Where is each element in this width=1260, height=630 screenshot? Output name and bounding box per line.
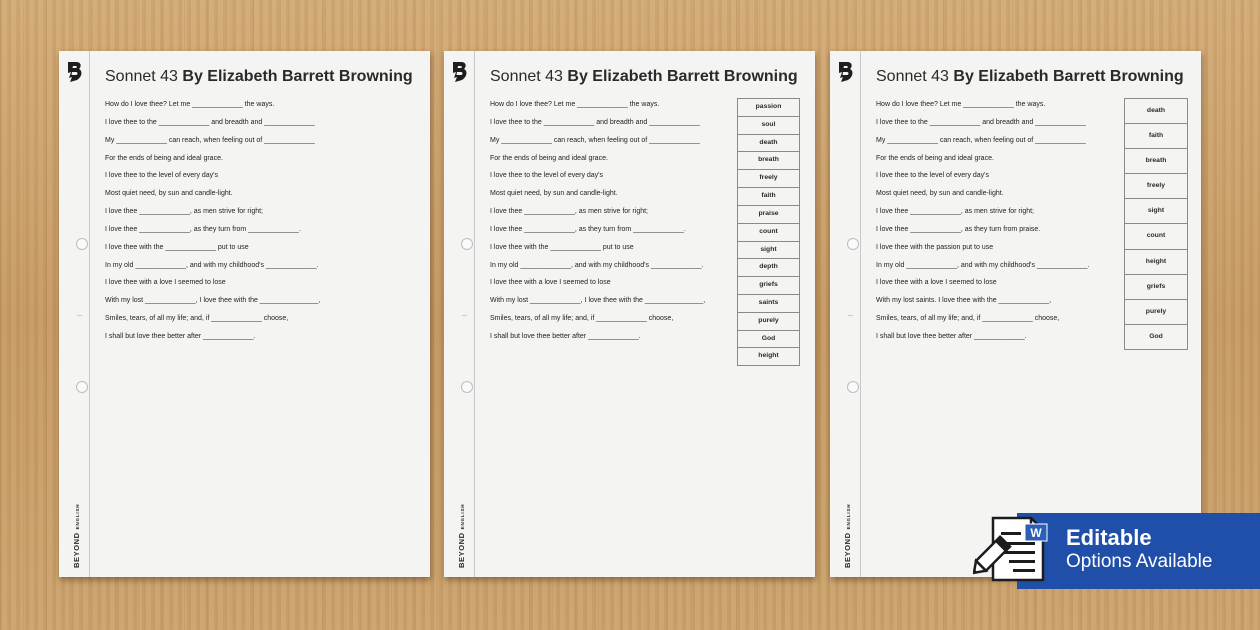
poem-line: I love thee to the _____________ and breadth and _____________: [490, 118, 700, 126]
badge-title: Editable: [1066, 525, 1152, 550]
fold-mark: [462, 315, 467, 316]
word-document-edit-icon: [973, 514, 1051, 588]
title-author: By Elizabeth Barrett Browning: [567, 68, 798, 85]
beyond-b-logo-icon: [66, 61, 84, 83]
word-bank-item: griefs: [1125, 275, 1187, 300]
title-prefix: Sonnet 43: [876, 68, 949, 85]
poem-line: My _____________ can reach, when feeling out of _____________: [876, 136, 1086, 144]
poem-line: I love thee to the level of every day's: [876, 172, 990, 180]
title-prefix: Sonnet 43: [490, 68, 563, 85]
word-bank-item: death: [738, 135, 799, 153]
title-author: By Elizabeth Barrett Browning: [182, 68, 413, 85]
punch-hole: [847, 381, 859, 393]
poem-line: With my lost _____________, I love thee with the _______________,: [105, 297, 321, 305]
beyond-b-logo-icon: [451, 61, 469, 83]
poem-line: Smiles, tears, of all my life; and, if _____________ choose,: [490, 315, 674, 323]
poem-line: For the ends of being and ideal grace.: [490, 154, 608, 162]
poem-line: For the ends of being and ideal grace.: [876, 154, 994, 162]
word-bank-item: soul: [738, 117, 799, 135]
poem-line: How do I love thee? Let me _____________ the ways.: [490, 101, 660, 108]
beyond-b-logo-icon: [837, 61, 855, 83]
margin-line: [89, 51, 90, 577]
word-bank-item: God: [1125, 325, 1187, 350]
word-bank-item: sight: [738, 242, 799, 260]
worksheet-full-word-bank: [444, 51, 815, 577]
poem-line: How do I love thee? Let me _____________ the ways.: [105, 101, 275, 108]
poem-line: I shall but love thee better after _____________.: [876, 332, 1027, 340]
punch-hole: [461, 381, 473, 393]
brand-main-text: BEYOND: [72, 532, 81, 568]
brand-main-text: BEYOND: [843, 532, 852, 568]
margin-line: [474, 51, 475, 577]
word-bank-item: count: [1125, 224, 1187, 249]
word-bank-item: sight: [1125, 199, 1187, 224]
word-bank-item: saints: [738, 295, 799, 313]
poem-lines: [105, 99, 320, 349]
word-bank: [737, 98, 800, 366]
title-prefix: Sonnet 43: [105, 68, 178, 85]
word-bank-item: faith: [1125, 124, 1187, 149]
brand-label: [454, 468, 468, 568]
poem-line: I love thee with a love I seemed to lose: [490, 279, 611, 287]
punch-hole: [847, 238, 859, 250]
poem-line: I love thee _____________, as they turn from _____________.: [105, 225, 301, 233]
word-bank-item: freely: [1125, 174, 1187, 199]
word-bank-item: height: [1125, 250, 1187, 275]
word-bank-item: breath: [738, 152, 799, 170]
poem-line: My _____________ can reach, when feeling out of _____________: [490, 136, 700, 144]
worksheet-blank: [59, 51, 430, 577]
title-author: By Elizabeth Barrett Browning: [953, 68, 1184, 85]
brand-label: [840, 468, 854, 568]
poem-line: I love thee _____________, as men strive for right;: [490, 208, 648, 216]
brand-label: [69, 468, 83, 568]
word-bank-item: count: [738, 224, 799, 242]
poem-line: I love thee with the _____________ put to use: [105, 243, 249, 251]
worksheet-title: [105, 68, 413, 86]
poem-line: I love thee with a love I seemed to lose: [876, 279, 997, 287]
word-bank-item: God: [738, 331, 799, 349]
poem-line: I love thee _____________, as they turn from praise.: [876, 225, 1041, 233]
poem-line: I love thee with the passion put to use: [876, 243, 994, 251]
poem-line: Smiles, tears, of all my life; and, if _____________ choose,: [105, 315, 289, 323]
punch-hole: [461, 238, 473, 250]
brand-main-text: BEYOND: [457, 532, 466, 568]
poem-line: In my old _____________, and with my childhood's _____________.: [490, 261, 704, 269]
word-bank-item: death: [1125, 99, 1187, 124]
fold-mark: [77, 315, 82, 316]
word-bank-item: passion: [738, 99, 799, 117]
poem-line: I love thee to the _____________ and breadth and _____________: [876, 118, 1086, 126]
word-bank-item: faith: [738, 188, 799, 206]
word-bank-item: breath: [1125, 149, 1187, 174]
poem-line: With my lost _____________, I love thee with the _______________,: [490, 297, 706, 305]
poem-line: How do I love thee? Let me _____________ the ways.: [876, 101, 1046, 108]
fold-mark: [848, 315, 853, 316]
word-bank-item: height: [738, 348, 799, 366]
word-bank-item: depth: [738, 259, 799, 277]
poem-line: I love thee with the _____________ put to use: [490, 243, 634, 251]
poem-line: For the ends of being and ideal grace.: [105, 154, 223, 162]
poem-line: With my lost saints. I love thee with the _____________,: [876, 297, 1052, 305]
poem-lines: [490, 99, 705, 349]
poem-line: I love thee with a love I seemed to lose: [105, 279, 226, 287]
worksheet-title: [876, 68, 1184, 86]
poem-line: I love thee _____________, as men strive for right;: [876, 208, 1034, 216]
word-bank-item: praise: [738, 206, 799, 224]
poem-line: Most quiet need, by sun and candle-light.: [105, 190, 233, 198]
word-bank: [1124, 98, 1188, 350]
poem-line: Most quiet need, by sun and candle-light.: [876, 190, 1004, 198]
poem-line: I shall but love thee better after _____________.: [490, 332, 641, 340]
poem-line: My _____________ can reach, when feeling out of _____________: [105, 136, 315, 144]
badge-subtitle: Options Available: [1066, 551, 1213, 572]
poem-line: Smiles, tears, of all my life; and, if _____________ choose,: [876, 315, 1060, 323]
word-bank-item: griefs: [738, 277, 799, 295]
word-bank-item: freely: [738, 170, 799, 188]
poem-line: I love thee to the level of every day's: [105, 172, 219, 180]
poem-line: I love thee _____________, as they turn from _____________.: [490, 225, 686, 233]
brand-sub-text: ENGLISH: [846, 503, 851, 530]
poem-line: I love thee to the _____________ and breadth and _____________: [105, 118, 315, 126]
brand-sub-text: ENGLISH: [460, 503, 465, 530]
poem-line: I love thee to the level of every day's: [490, 172, 604, 180]
word-bank-item: purely: [738, 313, 799, 331]
worksheet-title: [490, 68, 798, 86]
poem-line: In my old _____________, and with my childhood's _____________.: [105, 261, 319, 269]
poem-line: Most quiet need, by sun and candle-light.: [490, 190, 618, 198]
margin-line: [860, 51, 861, 577]
word-bank-item: purely: [1125, 300, 1187, 325]
punch-hole: [76, 238, 88, 250]
poem-line: I love thee _____________, as men strive for right;: [105, 208, 263, 216]
brand-sub-text: ENGLISH: [75, 503, 80, 530]
poem-line: I shall but love thee better after _____________.: [105, 332, 256, 340]
poem-lines: [876, 99, 1089, 349]
editable-options-badge[interactable]: [1017, 513, 1260, 589]
worksheet-partial-word-bank: [830, 51, 1201, 577]
poem-line: In my old _____________, and with my childhood's _____________.: [876, 261, 1090, 269]
punch-hole: [76, 381, 88, 393]
svg-text:W: W: [1030, 526, 1042, 540]
